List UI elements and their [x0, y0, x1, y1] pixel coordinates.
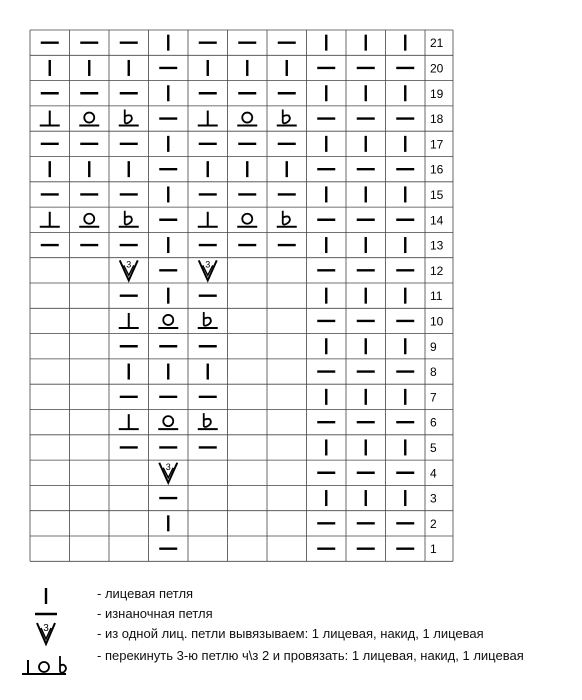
row-number: 12	[430, 263, 444, 278]
chart-row	[159, 490, 437, 506]
chart-row	[41, 85, 444, 101]
legend-symbols	[20, 586, 70, 696]
chart-row	[41, 186, 444, 202]
pass-over-left	[119, 313, 139, 328]
yarn-over-stitch	[79, 113, 99, 126]
chart-row	[168, 515, 437, 531]
row-number: 21	[430, 36, 444, 51]
increase-stitch	[199, 259, 217, 280]
increase-stitch	[120, 259, 138, 280]
chart-row	[120, 288, 443, 304]
yarn-over-stitch	[79, 214, 99, 227]
row-number: 7	[430, 390, 437, 405]
pass-over-right	[119, 110, 139, 126]
row-number: 2	[430, 516, 437, 531]
increase-count-label: 3	[205, 259, 211, 270]
chart-row	[120, 439, 437, 455]
chart-row	[129, 364, 437, 380]
row-number: 20	[430, 61, 444, 76]
chart-row	[40, 110, 444, 127]
svg-text:3: 3	[43, 623, 49, 634]
pass-over-right	[277, 211, 297, 227]
pass-over-right	[198, 312, 218, 328]
increase-stitch-icon	[37, 623, 55, 644]
row-number: 16	[430, 162, 444, 177]
row-number: 19	[430, 86, 444, 101]
chart-row	[40, 211, 444, 228]
chart-row	[120, 389, 437, 405]
pass-over-right	[277, 110, 297, 126]
increase-count-label: 3	[126, 259, 132, 270]
legend-text-purl: - изнаночная петля	[97, 606, 213, 621]
row-number: 10	[430, 314, 444, 329]
yarn-over-stitch	[237, 214, 257, 227]
pass-over-left	[40, 111, 60, 126]
chart-row	[41, 237, 444, 253]
pass-over-left	[198, 111, 218, 126]
row-number: 14	[430, 213, 444, 228]
pass-over-stitch-icon	[22, 656, 66, 674]
pass-over-right	[198, 413, 218, 429]
row-number: 15	[430, 187, 444, 202]
row-number: 18	[430, 112, 444, 127]
row-number: 4	[430, 466, 437, 481]
increase-count-label: 3	[165, 461, 171, 472]
chart-row	[159, 542, 437, 556]
row-number: 8	[430, 365, 437, 380]
yarn-over-stitch	[158, 315, 178, 328]
chart-row	[119, 413, 437, 430]
chart-row	[41, 35, 444, 51]
chart-row	[120, 259, 444, 280]
yarn-over-stitch	[158, 416, 178, 429]
chart-row	[41, 136, 444, 152]
chart-row	[159, 462, 437, 483]
row-number: 17	[430, 137, 444, 152]
chart-grid	[30, 30, 453, 561]
legend-text-knit: - лицевая петля	[97, 586, 194, 601]
chart-row	[120, 338, 437, 354]
yarn-over-stitch	[237, 113, 257, 126]
legend-text-pass-over: - перекинуть 3-ю петлю ч\з 2 и провязать: 1 лицевая, накид, 1 лицевая	[97, 648, 524, 663]
pass-over-right	[119, 211, 139, 227]
pass-over-left	[40, 212, 60, 227]
row-number: 6	[430, 415, 437, 430]
row-number: 11	[430, 289, 443, 304]
pass-over-left	[198, 212, 218, 227]
row-number: 9	[430, 339, 437, 354]
row-number: 1	[430, 542, 437, 557]
row-number: 5	[430, 440, 437, 455]
pass-over-left	[119, 414, 139, 429]
increase-stitch	[159, 462, 177, 483]
legend-text-increase: - из одной лиц. петли вывязываем: 1 лицевая, накид, 1 лицевая	[97, 626, 484, 641]
row-number: 3	[430, 491, 437, 506]
row-number: 13	[430, 238, 444, 253]
chart-row	[119, 312, 444, 329]
